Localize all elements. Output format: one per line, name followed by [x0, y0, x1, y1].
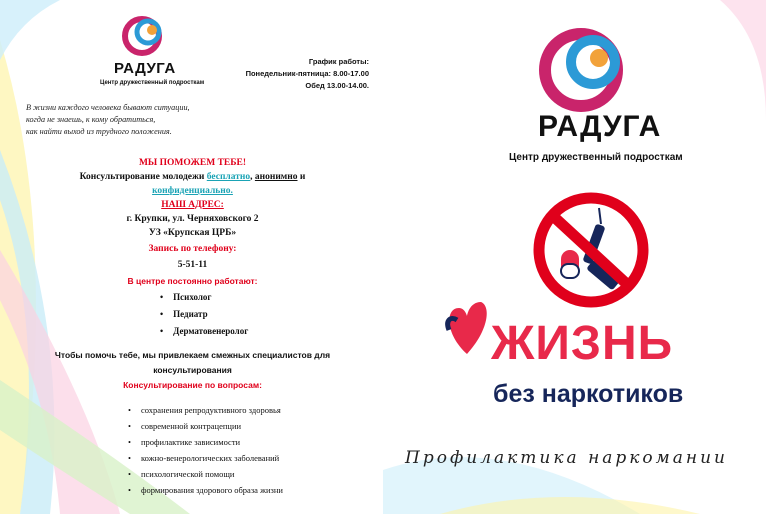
- address-title: НАШ АДРЕС:: [161, 200, 224, 210]
- phone-number: 5-51-11: [177, 260, 208, 270]
- staff-title: В центре постоянно работают:: [127, 276, 258, 286]
- list-item: • Психолог: [160, 289, 248, 306]
- list-item: • формирования здорового образа жизни: [128, 482, 283, 498]
- address-line: г. Крупки, ул. Черняховского 2: [126, 214, 259, 224]
- footer-title: Профилактика наркомании: [405, 448, 728, 468]
- list-item: • сохранения репродуктивного здоровья: [128, 402, 283, 418]
- address-line: УЗ «Крупская ЦРБ»: [148, 228, 237, 238]
- list-item: • кожно-венерологических заболеваний: [128, 450, 283, 466]
- right-panel: [383, 0, 766, 514]
- phone-title: Запись по телефону:: [148, 244, 237, 254]
- consult-confidential: конфиденциально.: [152, 186, 233, 196]
- work-schedule: График работы: Понедельник-пятница: 8.00-17.00 Обед 13.00-14.00.: [245, 57, 369, 90]
- list-item: • психологической помощи: [128, 466, 283, 482]
- brand-subtitle: Центр дружественный подросткам: [509, 152, 683, 163]
- brand-name: РАДУГА: [114, 60, 176, 77]
- brand-subtitle: Центр дружественный подросткам: [100, 80, 205, 86]
- help-title: МЫ ПОМОЖЕМ ТЕБЕ!: [138, 158, 247, 168]
- no-drugs-icon: [531, 190, 651, 310]
- brand-name: РАДУГА: [538, 110, 662, 143]
- specialists-section: Чтобы помочь тебе, мы привлекаем смежных специалистов для консультирования Консультирование по вопросам:: [20, 348, 365, 393]
- list-item: • современной контрацепции: [128, 418, 283, 434]
- list-item: • Педиатр: [160, 306, 248, 323]
- consult-line: Консультирование молодежи бесплатно, анонимно и: [79, 172, 306, 182]
- slogan-sub: без наркотиков: [493, 380, 684, 408]
- topics-title: Консультирование по вопросам:: [123, 380, 262, 390]
- slogan-main: ЖИЗНЬ: [491, 317, 674, 370]
- raduga-logo-icon: [112, 12, 182, 56]
- intro-text: В жизни каждого человека бывают ситуации, когда не знаешь, к кому обратиться, как найти выход из трудного положения.: [26, 103, 190, 136]
- topics-list: [128, 402, 283, 498]
- help-section: [20, 156, 365, 288]
- list-item: • профилактике зависимости: [128, 434, 283, 450]
- heart-icon: [441, 290, 493, 360]
- staff-list: [160, 289, 248, 340]
- raduga-logo-icon: [533, 18, 643, 118]
- list-item: • Дерматовенеролог: [160, 323, 248, 340]
